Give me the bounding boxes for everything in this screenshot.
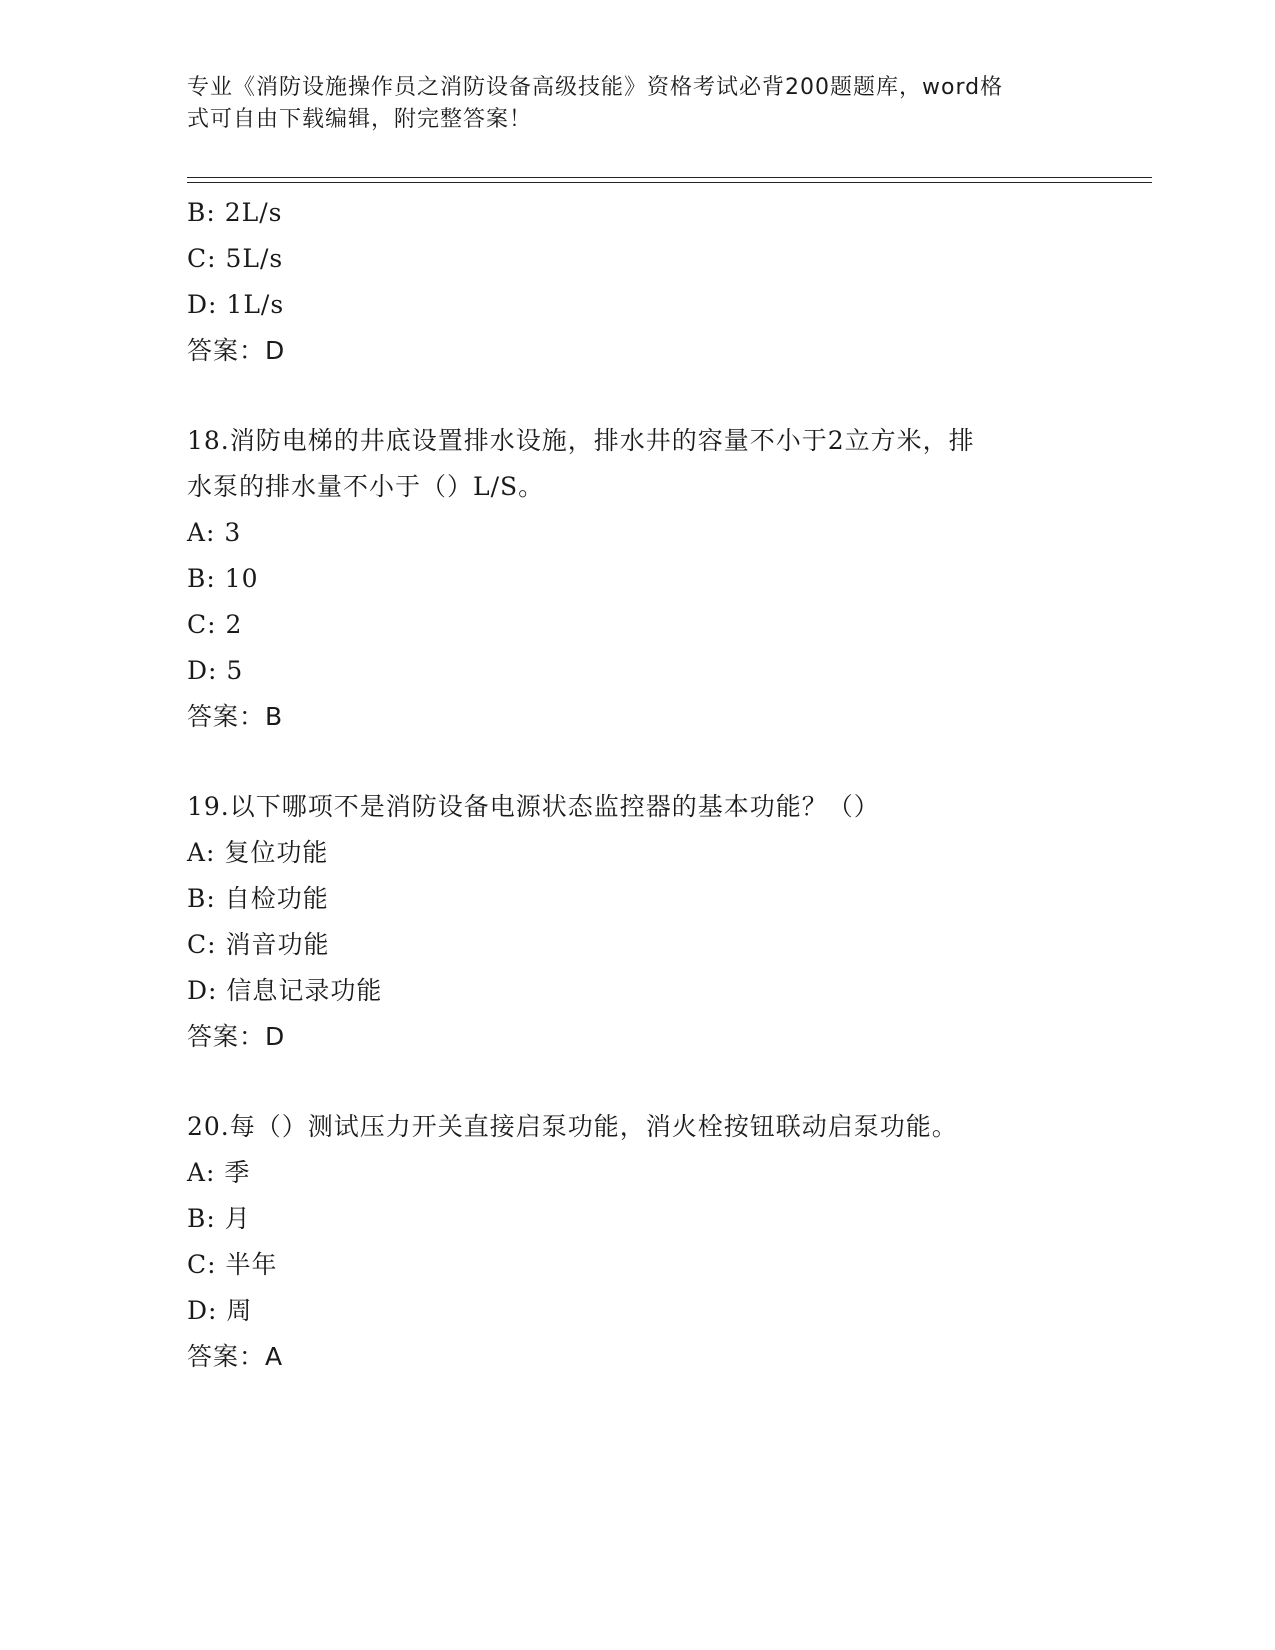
answer-label: 答案：D	[187, 1022, 286, 1051]
option-d: D: 1L/s	[187, 290, 285, 319]
option-c: C: 2	[187, 610, 243, 639]
option-d: D: 5	[187, 656, 244, 685]
option-d: D: 周	[187, 1296, 253, 1325]
spacer	[187, 740, 1087, 784]
option-b: B: 2L/s	[187, 198, 283, 227]
question-text-line-1: 18.消防电梯的井底设置排水设施，排水井的容量不小于2立方米，排	[187, 426, 975, 455]
answer-label: 答案：A	[187, 1342, 284, 1371]
header-divider-top	[187, 177, 1152, 178]
page-header	[187, 72, 1067, 136]
question-content	[187, 190, 1087, 1380]
header-divider-bottom	[187, 182, 1152, 183]
option-b: B: 10	[187, 564, 259, 593]
option-a: A: 复位功能	[187, 838, 329, 867]
question-text-line-1: 20.每（）测试压力开关直接启泵功能，消火栓按钮联动启泵功能。	[187, 1112, 958, 1141]
option-b: B: 自检功能	[187, 884, 329, 913]
question-20	[187, 1104, 1087, 1380]
question-text-line-1: 19.以下哪项不是消防设备电源状态监控器的基本功能？（）	[187, 792, 880, 821]
header-title-line-2: 式可自由下载编辑，附完整答案！	[187, 107, 533, 132]
header-title-line-1: 专业《消防设施操作员之消防设备高级技能》资格考试必背200题题库，word格	[187, 75, 1004, 100]
spacer	[187, 374, 1087, 418]
option-c: C: 半年	[187, 1250, 278, 1279]
option-a: A: 季	[187, 1158, 251, 1187]
answer-label: 答案：D	[187, 336, 286, 365]
question-19	[187, 784, 1087, 1060]
option-d: D: 信息记录功能	[187, 976, 383, 1005]
option-c: C: 消音功能	[187, 930, 330, 959]
option-c: C: 5L/s	[187, 244, 284, 273]
question-18	[187, 418, 1087, 740]
question-text-line-2: 水泵的排水量不小于（）L/S。	[187, 472, 545, 501]
spacer	[187, 1060, 1087, 1104]
option-a: A: 3	[187, 518, 242, 547]
question-17-continued	[187, 190, 1087, 374]
option-b: B: 月	[187, 1204, 251, 1233]
answer-label: 答案：B	[187, 702, 284, 731]
